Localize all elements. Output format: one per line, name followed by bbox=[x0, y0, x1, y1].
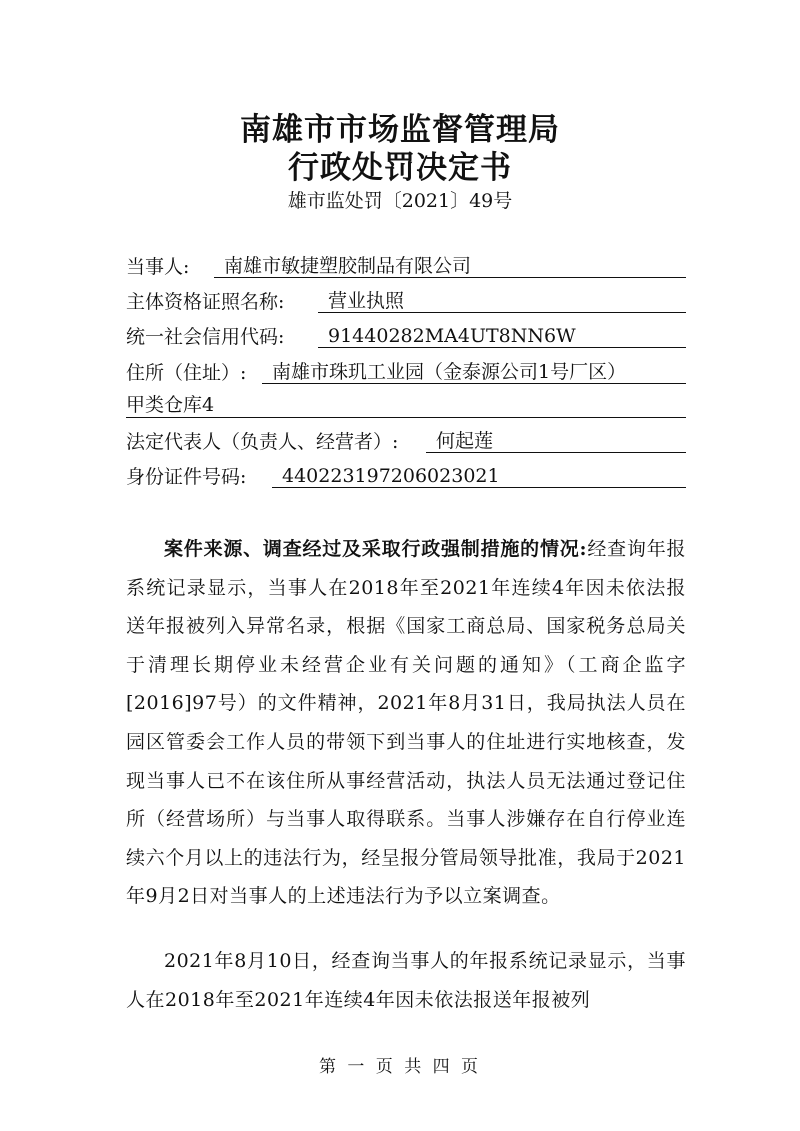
party-field bbox=[126, 252, 686, 282]
license-name-value: 营业执照 bbox=[318, 289, 686, 313]
party-value: 南雄市敏捷塑胶制品有限公司 bbox=[214, 254, 686, 278]
page-number: 第 一 页 共 四 页 bbox=[318, 1057, 482, 1077]
party-label: 当事人: bbox=[126, 256, 190, 278]
license-name-field bbox=[126, 287, 686, 317]
document-title-line-2: 行政处罚决定书 bbox=[288, 150, 512, 186]
case-source-heading: 案件来源、调查经过及采取行政强制措施的情况: bbox=[164, 538, 588, 560]
address-continuation: 甲类仓库4 bbox=[126, 393, 686, 418]
credit-code-label: 统一社会信用代码: bbox=[126, 326, 285, 348]
legal-rep-value: 何起莲 bbox=[426, 429, 686, 453]
id-number-value: 440223197206023021 bbox=[272, 464, 686, 488]
legal-rep-field bbox=[126, 427, 686, 457]
document-title-line-1: 南雄市市场监督管理局 bbox=[240, 112, 560, 148]
address-field bbox=[126, 358, 686, 388]
case-source-text: 经查询年报系统记录显示，当事人在2018年至2021年连续4年因未依法报送年报被列入异常名录，根据《国家工商总局、国家税务总局关于清理长期停业未经营企业有关问题的通知》（工商企监字[2016]97号）的文件精神，2021年8月31日，我局执法人员在园区管委会工作人员的带领下到当事人的住址进行实地核查，发现当事人已不在该住所从事经营活动，执法人员无法通过登记住所（经营场所）与当事人取得联系。当事人涉嫌存在自行停业连续六个月以上的违法行为，经呈报分管局领导批准，我局于2021年9月2日对当事人的上述违法行为予以立案调查。 bbox=[126, 538, 686, 908]
id-number-field bbox=[126, 462, 686, 492]
inquiry-paragraph: 2021年8月10日，经查询当事人的年报系统记录显示，当事人在2018年至2021年连续4年因未依法报送年报被列 bbox=[126, 950, 686, 1011]
credit-code-value: 91440282MA4UT8NN6W bbox=[318, 324, 686, 348]
address-value: 南雄市珠玑工业园（金泰源公司1号厂区） bbox=[262, 360, 686, 384]
address-label: 住所（住址）: bbox=[126, 362, 247, 384]
case-source-paragraph bbox=[126, 530, 686, 916]
license-name-label: 主体资格证照名称: bbox=[126, 291, 285, 313]
credit-code-field bbox=[126, 322, 686, 352]
document-number: 雄市监处罚〔2021〕49号 bbox=[287, 190, 513, 212]
legal-rep-label: 法定代表人（负责人、经营者）: bbox=[126, 431, 399, 453]
id-number-label: 身份证件号码: bbox=[126, 466, 247, 488]
